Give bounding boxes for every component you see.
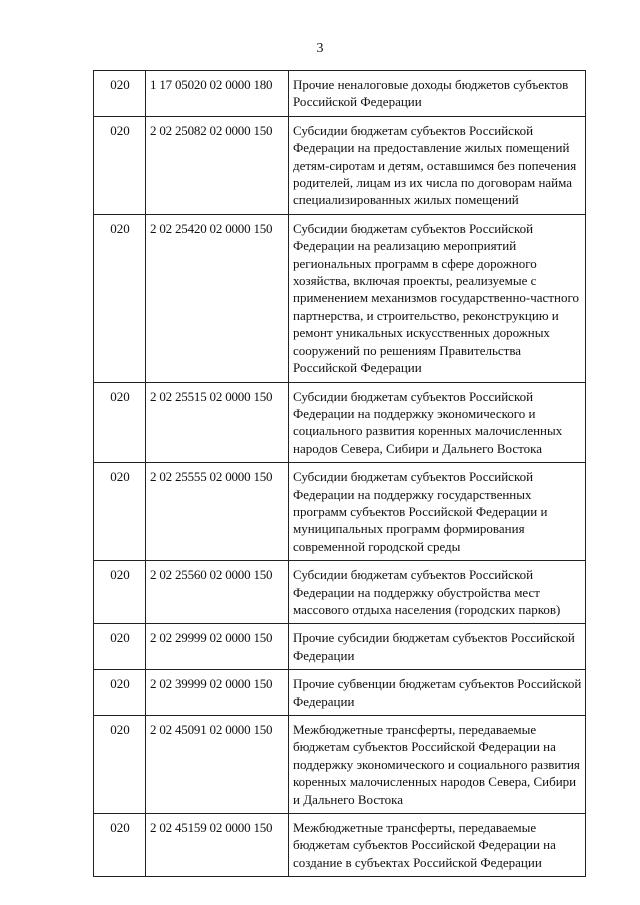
table-row bbox=[94, 382, 586, 463]
description-cell: Межбюджетные трансферты, передаваемые бюджетам субъектов Российской Федерации на поддержку экономического и социального развития коренных малочисленных народов Севера, Сибири и Дальнего Востока bbox=[289, 716, 586, 814]
table-row bbox=[94, 561, 586, 624]
budget-code-cell: 2 02 39999 02 0000 150 bbox=[146, 670, 289, 716]
admin-code-cell: 020 bbox=[94, 214, 146, 382]
page-number: 3 bbox=[316, 41, 324, 56]
table-row bbox=[94, 670, 586, 716]
admin-code-cell: 020 bbox=[94, 814, 146, 877]
description-cell: Межбюджетные трансферты, передаваемые бюджетам субъектов Российской Федерации на создание в субъектах Российской Федерации bbox=[289, 814, 586, 877]
description-cell: Прочие субвенции бюджетам субъектов Российской Федерации bbox=[289, 670, 586, 716]
table-row bbox=[94, 71, 586, 117]
description-cell: Прочие неналоговые доходы бюджетов субъектов Российской Федерации bbox=[289, 71, 586, 117]
budget-code-cell: 2 02 29999 02 0000 150 bbox=[146, 624, 289, 670]
description-cell: Субсидии бюджетам субъектов Российской Федерации на реализацию мероприятий региональных программ в сфере дорожного хозяйства, включая проекты, реализуемые с применением механизмов государственно-частного партнерства, и строительство, реконструкцию и ремонт уникальных искусственных дорожных сооружений по решениям Правительства Российской Федерации bbox=[289, 214, 586, 382]
table-row bbox=[94, 624, 586, 670]
budget-code-cell: 2 02 45159 02 0000 150 bbox=[146, 814, 289, 877]
revenue-codes-table bbox=[93, 70, 586, 877]
budget-code-cell: 1 17 05020 02 0000 180 bbox=[146, 71, 289, 117]
budget-code-cell: 2 02 25082 02 0000 150 bbox=[146, 116, 289, 214]
description-cell: Субсидии бюджетам субъектов Российской Федерации на поддержку государственных программ субъектов Российской Федерации и муниципальных программ формирования современной городской среды bbox=[289, 463, 586, 561]
table-row bbox=[94, 463, 586, 561]
budget-code-cell: 2 02 45091 02 0000 150 bbox=[146, 716, 289, 814]
budget-code-cell: 2 02 25420 02 0000 150 bbox=[146, 214, 289, 382]
budget-code-cell: 2 02 25555 02 0000 150 bbox=[146, 463, 289, 561]
admin-code-cell: 020 bbox=[94, 116, 146, 214]
description-cell: Субсидии бюджетам субъектов Российской Федерации на предоставление жилых помещений детям-сиротам и детям, оставшимся без попечения родителей, лицам из их числа по договорам найма специализированных жилых помещений bbox=[289, 116, 586, 214]
admin-code-cell: 020 bbox=[94, 71, 146, 117]
budget-code-cell: 2 02 25515 02 0000 150 bbox=[146, 382, 289, 463]
description-cell: Субсидии бюджетам субъектов Российской Федерации на поддержку обустройства мест массового отдыха населения (городских парков) bbox=[289, 561, 586, 624]
table-row bbox=[94, 214, 586, 382]
admin-code-cell: 020 bbox=[94, 716, 146, 814]
table-row bbox=[94, 716, 586, 814]
admin-code-cell: 020 bbox=[94, 382, 146, 463]
description-cell: Прочие субсидии бюджетам субъектов Российской Федерации bbox=[289, 624, 586, 670]
budget-code-cell: 2 02 25560 02 0000 150 bbox=[146, 561, 289, 624]
admin-code-cell: 020 bbox=[94, 624, 146, 670]
table-row bbox=[94, 814, 586, 877]
admin-code-cell: 020 bbox=[94, 670, 146, 716]
table-row bbox=[94, 116, 586, 214]
admin-code-cell: 020 bbox=[94, 463, 146, 561]
admin-code-cell: 020 bbox=[94, 561, 146, 624]
description-cell: Субсидии бюджетам субъектов Российской Федерации на поддержку экономического и социального развития коренных малочисленных народов Севера, Сибири и Дальнего Востока bbox=[289, 382, 586, 463]
